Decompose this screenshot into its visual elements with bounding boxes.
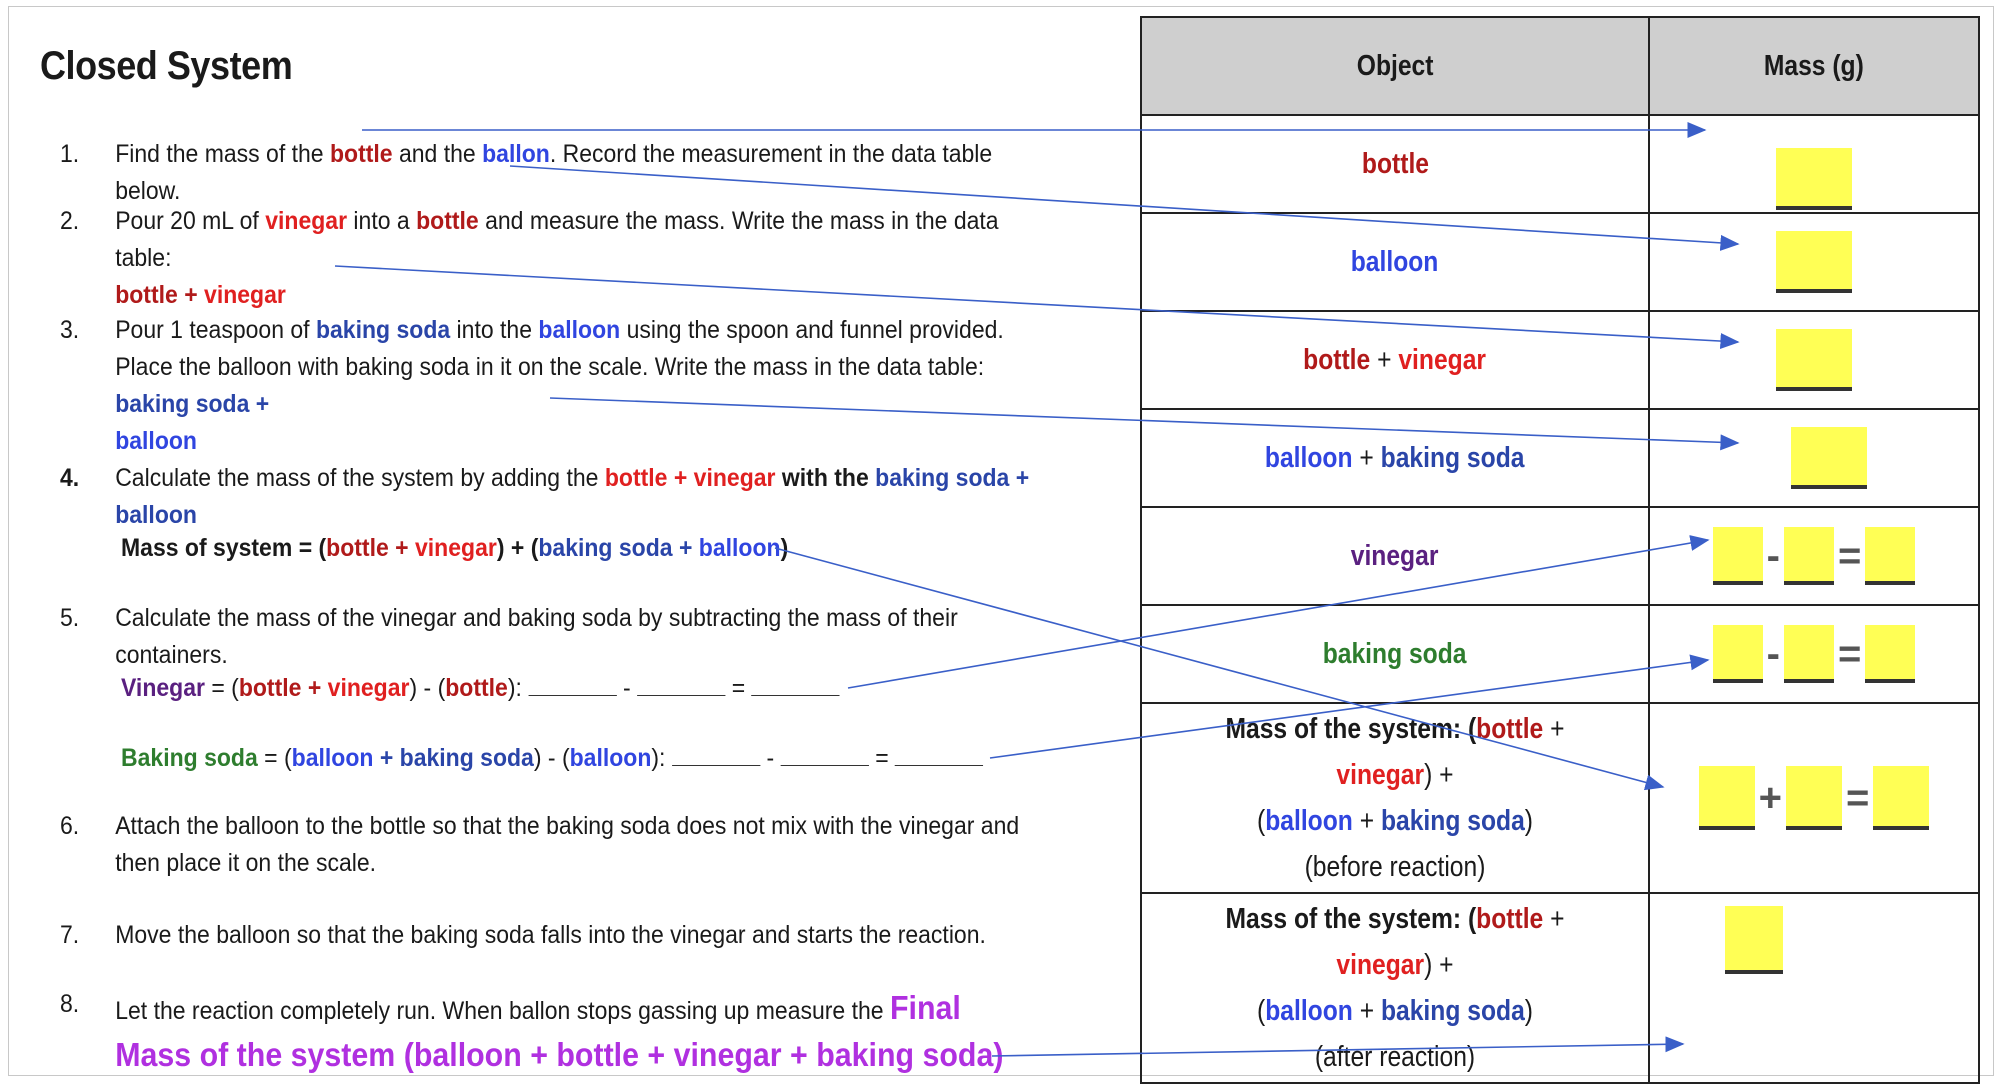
step-text: . Record the measurement in the data table below. bbox=[115, 140, 993, 205]
step-text: using the spoon and funnel provided. Place the balloon with baking soda in it on the scale. Write the mass in the data table: bbox=[115, 316, 1004, 381]
mass-cell bbox=[1649, 115, 1979, 213]
term-vinegar: vinegar bbox=[327, 674, 410, 702]
object-balloon: balloon bbox=[1265, 442, 1353, 474]
object-bottle: bottle bbox=[1476, 713, 1544, 745]
header-label: Object bbox=[1356, 50, 1434, 82]
step-number: 2. bbox=[60, 207, 80, 235]
equals-sign: = bbox=[1837, 533, 1862, 578]
object-vinegar: vinegar bbox=[1336, 759, 1425, 791]
plus-sign: + bbox=[1352, 995, 1381, 1027]
step-number: 5. bbox=[60, 604, 80, 632]
formula-close: ) bbox=[780, 534, 789, 562]
final-mass-instruction: Final Mass of the system (balloon + bottle + vinegar + baking soda) bbox=[115, 989, 1004, 1073]
object-cell bbox=[1141, 703, 1649, 893]
formula-close: ): bbox=[507, 674, 529, 702]
minus-sign: - bbox=[760, 744, 781, 772]
table-row bbox=[1141, 893, 1979, 1083]
term-baking-soda: baking soda bbox=[315, 316, 451, 344]
table-row bbox=[1141, 115, 1979, 213]
formula-operator: = ( bbox=[257, 744, 292, 772]
step-text: and the bbox=[392, 140, 483, 168]
term-bottle-vinegar: bottle + vinegar bbox=[604, 464, 776, 492]
header-label: Mass (g) bbox=[1763, 50, 1864, 82]
step-text: Move the balloon so that the baking soda falls into the vinegar and starts the reaction. bbox=[115, 921, 986, 949]
term-bottle: bottle bbox=[115, 281, 178, 309]
answer-blank[interactable] bbox=[672, 743, 760, 766]
mass-input[interactable] bbox=[1713, 527, 1763, 585]
term-balloon: balloon bbox=[538, 316, 621, 344]
step-number: 3. bbox=[60, 316, 80, 344]
mass-result[interactable] bbox=[1865, 527, 1915, 585]
step-text: Attach the balloon to the bottle so that the baking soda does not mix with the vinegar and then place it on the scale. bbox=[115, 812, 1020, 877]
object-baking-soda: baking soda bbox=[1380, 442, 1525, 474]
term-baking-soda: baking soda + bbox=[115, 390, 270, 418]
step-text: Let the reaction completely run. When ballon stops gassing up measure the bbox=[115, 997, 890, 1025]
plus-sign: + bbox=[1352, 805, 1381, 837]
header-object bbox=[1141, 17, 1649, 115]
object-bottle: bottle bbox=[1303, 344, 1371, 376]
close-paren: ) + bbox=[1424, 759, 1454, 791]
table-header-row bbox=[1141, 17, 1979, 115]
equals-sign: = bbox=[1846, 775, 1870, 820]
mass-input[interactable] bbox=[1784, 527, 1834, 585]
mass-input-bottle[interactable] bbox=[1776, 148, 1852, 210]
formula-label: Mass of system = ( bbox=[121, 534, 327, 562]
mass-cell bbox=[1649, 409, 1979, 507]
answer-blank[interactable] bbox=[752, 673, 840, 696]
step-number: 6. bbox=[60, 812, 80, 840]
table-row bbox=[1141, 507, 1979, 605]
object-cell bbox=[1141, 507, 1649, 605]
object-cell bbox=[1141, 311, 1649, 409]
term-vinegar: vinegar bbox=[414, 534, 497, 562]
minus-sign: - bbox=[616, 674, 638, 702]
step-text: Calculate the mass of the system by adding the bbox=[115, 464, 605, 492]
object-vinegar: vinegar bbox=[1351, 540, 1439, 572]
system-label: Mass of the system: ( bbox=[1225, 713, 1477, 745]
mass-cell bbox=[1649, 703, 1979, 893]
term-bottle: bottle bbox=[416, 207, 479, 235]
object-baking-soda: baking soda bbox=[1380, 995, 1525, 1027]
system-label: Mass of the system: ( bbox=[1225, 903, 1477, 935]
open-paren: ( bbox=[1256, 995, 1266, 1027]
mass-input-balloon[interactable] bbox=[1776, 231, 1852, 293]
equals-sign: = bbox=[725, 674, 752, 702]
mass-cell bbox=[1649, 893, 1979, 1083]
plus-sign: + bbox=[1543, 903, 1565, 935]
mass-input-bottle-vinegar[interactable] bbox=[1776, 329, 1852, 391]
mass-cell bbox=[1649, 213, 1979, 311]
formula-operator: ) - ( bbox=[533, 744, 570, 772]
term-baking-soda: baking soda bbox=[399, 744, 534, 772]
object-vinegar: vinegar bbox=[1336, 949, 1425, 981]
step-number: 4. bbox=[60, 464, 80, 492]
object-balloon: balloon bbox=[1265, 995, 1353, 1027]
term-plus: + bbox=[373, 744, 400, 772]
object-cell bbox=[1141, 605, 1649, 703]
header-mass bbox=[1649, 17, 1979, 115]
answer-blank[interactable] bbox=[528, 673, 616, 696]
term-vinegar: vinegar bbox=[204, 281, 286, 309]
mass-input[interactable] bbox=[1713, 625, 1763, 683]
vinegar-label: Vinegar bbox=[121, 674, 205, 702]
term-plus: + bbox=[177, 281, 205, 309]
mass-input[interactable] bbox=[1784, 625, 1834, 683]
step-text: into the bbox=[450, 316, 539, 344]
vinegar-calculation bbox=[121, 670, 840, 707]
data-table-container bbox=[1140, 16, 1978, 1080]
mass-result[interactable] bbox=[1865, 625, 1915, 683]
object-cell bbox=[1141, 115, 1649, 213]
minus-sign: - bbox=[1766, 533, 1780, 578]
term-balloon: balloon bbox=[698, 534, 781, 562]
step-text: and measure the mass. Write the mass in the data table: bbox=[115, 207, 999, 272]
baking-soda-calculation bbox=[121, 740, 983, 777]
object-baking-soda: baking soda bbox=[1380, 805, 1525, 837]
step-number: 8. bbox=[60, 990, 80, 1018]
step-number: 1. bbox=[60, 140, 80, 168]
minus-sign: - bbox=[1766, 631, 1780, 676]
term-plus: + bbox=[388, 534, 415, 562]
plus-sign: + bbox=[1543, 713, 1565, 745]
table-row bbox=[1141, 311, 1979, 409]
after-reaction-label: (after reaction) bbox=[1314, 1041, 1476, 1073]
object-vinegar: vinegar bbox=[1398, 344, 1487, 376]
mass-of-system-formula bbox=[121, 530, 788, 567]
term-balloon: balloon bbox=[291, 744, 374, 772]
table-row bbox=[1141, 409, 1979, 507]
object-cell bbox=[1141, 213, 1649, 311]
term-bottle: bottle bbox=[445, 674, 508, 702]
step-text: Calculate the mass of the vinegar and baking soda by subtracting the mass of their containers. bbox=[115, 604, 958, 669]
term-bottle: bottle bbox=[326, 534, 389, 562]
object-cell bbox=[1141, 893, 1649, 1083]
mass-input[interactable] bbox=[1699, 766, 1755, 830]
object-baking-soda: baking soda bbox=[1323, 638, 1467, 670]
object-balloon: balloon bbox=[1351, 246, 1439, 278]
formula-close: ): bbox=[651, 744, 672, 772]
step-number: 7. bbox=[60, 921, 80, 949]
close-paren: ) bbox=[1524, 995, 1534, 1027]
term-ballon: ballon bbox=[482, 140, 550, 168]
before-reaction-label: (before reaction) bbox=[1304, 851, 1486, 883]
mass-result[interactable] bbox=[1873, 766, 1929, 830]
answer-blank[interactable] bbox=[637, 673, 725, 696]
term-balloon: balloon bbox=[115, 427, 197, 455]
term-bottle: bottle bbox=[329, 140, 393, 168]
step-text: with the bbox=[775, 464, 876, 492]
term-baking-soda-balloon: baking soda + balloon bbox=[115, 464, 1030, 529]
table-row bbox=[1141, 703, 1979, 893]
step-text: Pour 1 teaspoon of bbox=[115, 316, 316, 344]
term-plus: + bbox=[301, 674, 328, 702]
step-text: into a bbox=[347, 207, 417, 235]
close-paren: ) bbox=[1524, 805, 1534, 837]
mass-data-table bbox=[1140, 16, 1980, 1084]
step-text: Pour 20 mL of bbox=[115, 207, 266, 235]
equals-sign: = bbox=[868, 744, 896, 772]
object-balloon: balloon bbox=[1265, 805, 1353, 837]
plus-sign: + bbox=[1352, 442, 1381, 474]
page-title: Closed System bbox=[40, 44, 293, 88]
mass-cell bbox=[1649, 311, 1979, 409]
plus-sign: + bbox=[1758, 775, 1782, 820]
term-vinegar: vinegar bbox=[265, 207, 348, 235]
mass-input-final[interactable] bbox=[1725, 906, 1783, 974]
object-bottle: bottle bbox=[1361, 148, 1429, 180]
equals-sign: = bbox=[1837, 631, 1862, 676]
step-text: Find the mass of the bbox=[115, 140, 330, 168]
formula-operator: ) - ( bbox=[409, 674, 446, 702]
mass-cell bbox=[1649, 507, 1979, 605]
formula-operator: = ( bbox=[204, 674, 239, 702]
mass-cell bbox=[1649, 605, 1979, 703]
object-cell bbox=[1141, 409, 1649, 507]
answer-blank[interactable] bbox=[895, 743, 983, 766]
mass-input[interactable] bbox=[1786, 766, 1842, 830]
term-baking-soda: baking soda bbox=[538, 534, 673, 562]
close-paren: ) + bbox=[1424, 949, 1454, 981]
plus-sign: + bbox=[1370, 344, 1399, 376]
term-balloon: balloon bbox=[569, 744, 652, 772]
term-plus: + bbox=[672, 534, 699, 562]
baking-soda-label: Baking soda bbox=[121, 744, 258, 772]
answer-blank[interactable] bbox=[781, 743, 869, 766]
object-bottle: bottle bbox=[1476, 903, 1544, 935]
term-bottle: bottle bbox=[238, 674, 302, 702]
mass-input-balloon-soda[interactable] bbox=[1791, 427, 1867, 489]
table-row bbox=[1141, 213, 1979, 311]
table-row bbox=[1141, 605, 1979, 703]
formula-operator: ) + ( bbox=[496, 534, 539, 562]
open-paren: ( bbox=[1256, 805, 1266, 837]
